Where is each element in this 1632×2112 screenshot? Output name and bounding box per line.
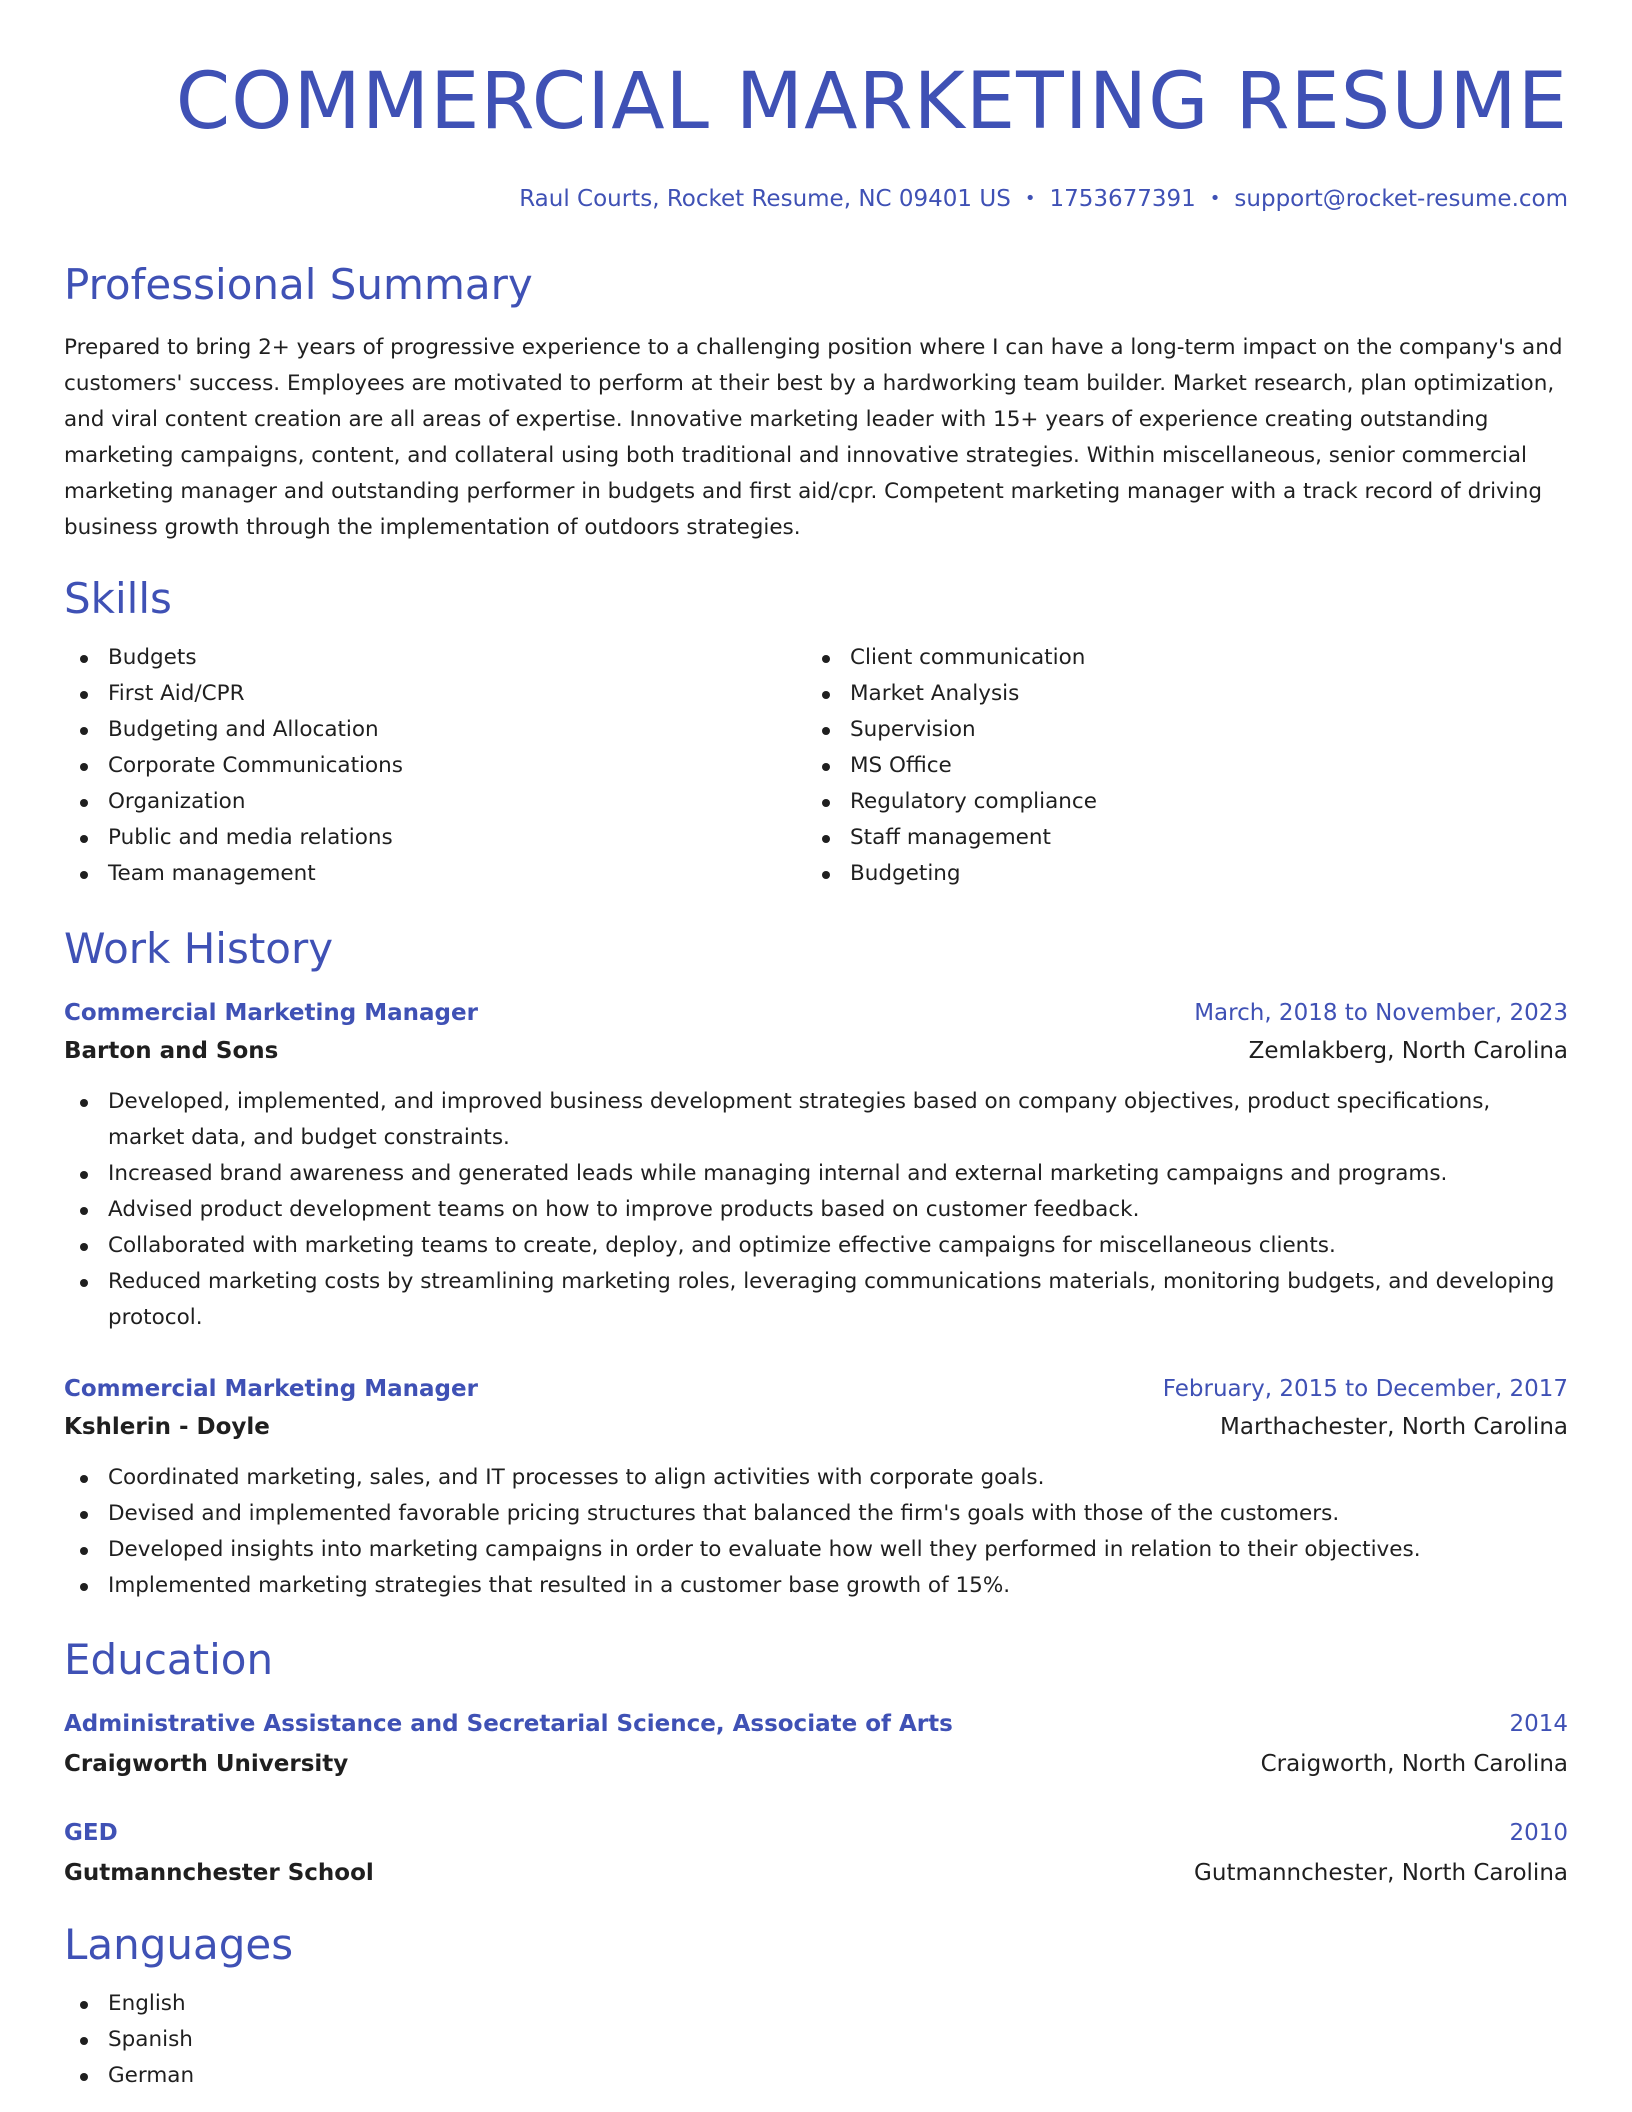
skill-item: Organization [64, 784, 806, 820]
job-company: Barton and Sons [64, 1038, 279, 1064]
skills-section [64, 572, 1568, 892]
job-header-row [64, 994, 1568, 1032]
education-location: Craigworth, North Carolina [1260, 1751, 1568, 1777]
skill-item: Regulatory compliance [806, 784, 1548, 820]
contact-email[interactable]: support@rocket-resume.com [1234, 186, 1568, 212]
education-school-row [64, 1854, 1568, 1892]
document-title: COMMERCIAL MARKETING RESUME [175, 57, 1568, 147]
skill-item: Budgeting [806, 856, 1548, 892]
job-company-row [64, 1408, 1568, 1446]
contact-address: Raul Courts, Rocket Resume, NC 09401 US [519, 186, 1011, 212]
education-header-row [64, 1705, 1568, 1743]
job-header-row [64, 1370, 1568, 1408]
languages-list [64, 1986, 1568, 2094]
education-school: Gutmannchester School [64, 1860, 374, 1886]
job-title: Commercial Marketing Manager [64, 1000, 478, 1026]
languages-heading: Languages [64, 1920, 294, 1969]
education-section [64, 1633, 1568, 1687]
skill-item: Staff management [806, 820, 1548, 856]
education-year: 2014 [1509, 1711, 1568, 1737]
language-item: Spanish [64, 2022, 1568, 2058]
skill-item: Budgets [64, 640, 806, 676]
skills-heading: Skills [64, 574, 172, 623]
job-entry [64, 1370, 1568, 1604]
education-location: Gutmannchester, North Carolina [1194, 1860, 1568, 1886]
skill-item: Budgeting and Allocation [64, 712, 806, 748]
resume-header [64, 0, 1568, 216]
skill-item: Public and media relations [64, 820, 806, 856]
work-history-heading: Work History [64, 924, 334, 973]
contact-phone: 1753677391 [1049, 186, 1196, 212]
summary-heading: Professional Summary [64, 260, 533, 309]
job-bullet: Reduced marketing costs by streamlining marketing roles, leveraging communications materials, monitoring budgets, and developing protocol. [64, 1264, 1568, 1336]
skill-item: Team management [64, 856, 806, 892]
education-entry [64, 1705, 1568, 1783]
work-history-section [64, 922, 1568, 976]
skill-item: Market Analysis [806, 676, 1548, 712]
job-title: Commercial Marketing Manager [64, 1376, 478, 1402]
job-bullet: Advised product development teams on how to improve products based on customer feedback. [64, 1192, 1568, 1228]
education-header-row [64, 1814, 1568, 1852]
education-entry [64, 1814, 1568, 1892]
skill-item: Client communication [806, 640, 1548, 676]
education-degree: Administrative Assistance and Secretarial Science, Associate of Arts [64, 1711, 953, 1737]
contact-separator: • [1209, 188, 1221, 209]
job-location: Marthachester, North Carolina [1220, 1414, 1568, 1440]
job-bullet: Increased brand awareness and generated leads while managing internal and external marketing campaigns and programs. [64, 1156, 1568, 1192]
job-bullet: Coordinated marketing, sales, and IT processes to align activities with corporate goals. [64, 1460, 1568, 1496]
skill-item: MS Office [806, 748, 1548, 784]
education-heading: Education [64, 1635, 274, 1684]
skill-item: First Aid/CPR [64, 676, 806, 712]
job-company: Kshlerin - Doyle [64, 1414, 270, 1440]
skills-list-left [64, 640, 806, 892]
job-bullet: Developed insights into marketing campaigns in order to evaluate how well they performed in relation to their objectives. [64, 1532, 1568, 1568]
job-bullet: Collaborated with marketing teams to create, deploy, and optimize effective campaigns for miscellaneous clients. [64, 1228, 1568, 1264]
skills-list-right [806, 640, 1548, 892]
job-company-row [64, 1032, 1568, 1070]
job-bullet: Devised and implemented favorable pricing structures that balanced the firm's goals with those of the customers. [64, 1496, 1568, 1532]
education-degree: GED [64, 1820, 118, 1846]
languages-section [64, 1918, 1568, 2094]
contact-separator: • [1024, 188, 1036, 209]
job-bullet: Developed, implemented, and improved business development strategies based on company objectives, product specifications, market data, and budget constraints. [64, 1084, 1568, 1156]
skills-grid [64, 640, 1568, 892]
job-bullet: Implemented marketing strategies that resulted in a customer base growth of 15%. [64, 1568, 1568, 1604]
education-school-row [64, 1745, 1568, 1783]
language-item: English [64, 1986, 1568, 2022]
job-dates: February, 2015 to December, 2017 [1162, 1376, 1568, 1402]
skill-item: Supervision [806, 712, 1548, 748]
job-bullets [64, 1084, 1568, 1336]
job-bullets [64, 1460, 1568, 1604]
skill-item: Corporate Communications [64, 748, 806, 784]
job-entry [64, 994, 1568, 1336]
job-location: Zemlakberg, North Carolina [1248, 1038, 1568, 1064]
contact-line [64, 182, 1568, 216]
summary-text: Prepared to bring 2+ years of progressive experience to a challenging position where I can have a long-term impact on the company's and customers' success. Employees are motivated to perform at their best by a hardworking team builder. Market research, plan optimization, and viral content creation are all areas of expertise. Innovative marketing leader with 15+ years of experience creating outstanding marketing campaigns, content, and collateral using both traditional and innovative strategies. Within miscellaneous, senior commercial marketing manager and outstanding performer in budgets and first aid/cpr. Competent marketing manager with a track record of driving business growth through the implementation of outdoors strategies. [64, 335, 1563, 540]
language-item: German [64, 2058, 1568, 2094]
job-dates: March, 2018 to November, 2023 [1194, 1000, 1568, 1026]
summary-section [64, 258, 1568, 546]
education-year: 2010 [1509, 1820, 1568, 1846]
education-school: Craigworth University [64, 1751, 349, 1777]
